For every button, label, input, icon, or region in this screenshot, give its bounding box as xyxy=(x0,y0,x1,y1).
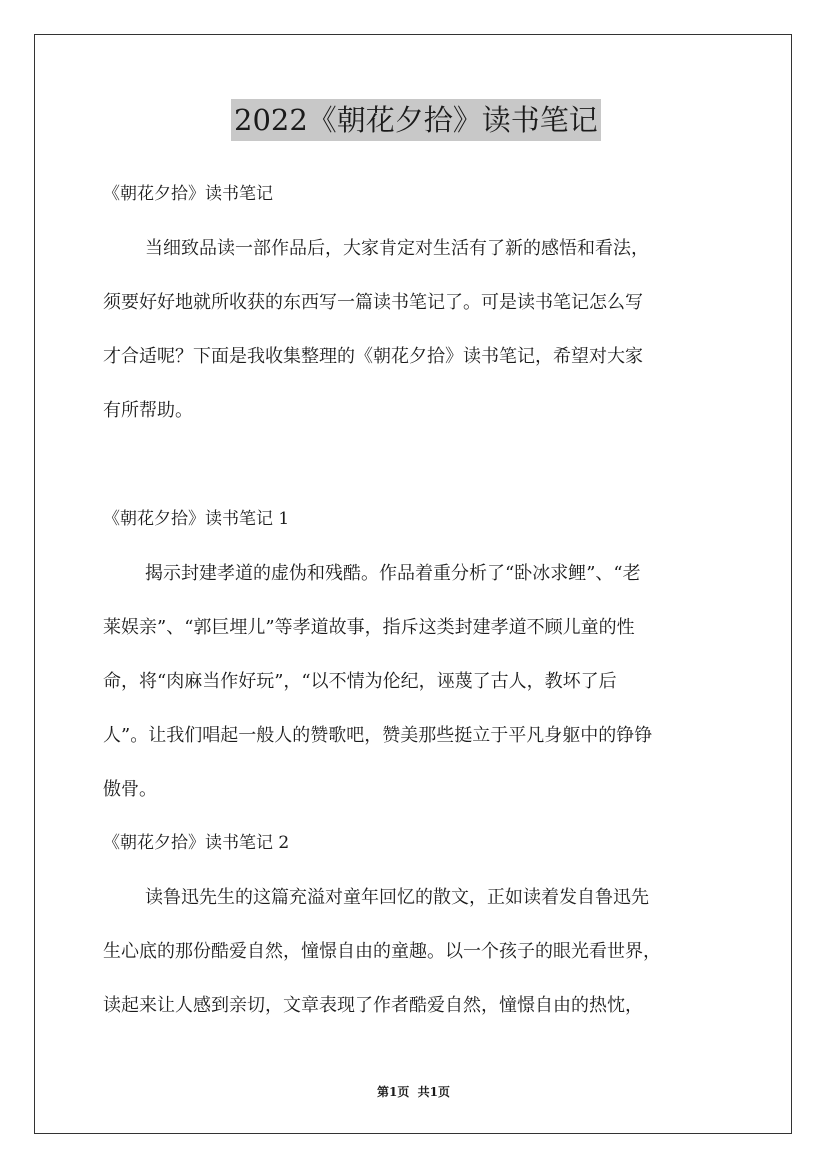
paragraph-line: 莱娱亲”、“郭巨埋儿”等孝道故事，指斥这类封建孝道不顾儿童的性 xyxy=(103,617,635,638)
paragraph-line: 才合适呢？下面是我收集整理的《朝花夕拾》读书笔记，希望对大家 xyxy=(103,346,643,367)
paragraph-line: 人”。让我们唱起一般人的赞歌吧，赞美那些挺立于平凡身躯中的铮铮 xyxy=(103,725,653,746)
document-title: 2022《朝花夕拾》读书笔记 xyxy=(231,99,601,141)
paragraph-line: 揭示封建孝道的虚伪和残酷。作品着重分析了“卧冰求鲤”、“老 xyxy=(145,563,641,584)
paragraph-line: 须要好好地就所收获的东西写一篇读书笔记了。可是读书笔记怎么写 xyxy=(103,292,643,313)
paragraph-line: 生心底的那份酷爱自然，憧憬自由的童趣。以一个孩子的眼光看世界， xyxy=(103,941,661,962)
section1-heading: 《朝花夕拾》读书笔记 1 xyxy=(103,509,290,529)
page-number: 第1页 共1页 xyxy=(376,1085,451,1099)
page-footer xyxy=(0,1085,827,1099)
section2-heading: 《朝花夕拾》读书笔记 2 xyxy=(103,833,290,853)
paragraph-line: 命，将“肉麻当作好玩”，“以不情为伦纪，诬蔑了古人，教坏了后 xyxy=(103,671,617,692)
paragraph-line: 读鲁迅先生的这篇充溢对童年回忆的散文，正如读着发自鲁迅先 xyxy=(145,887,649,908)
paragraph-line: 读起来让人感到亲切，文章表现了作者酷爱自然，憧憬自由的热忱， xyxy=(103,995,643,1016)
paragraph-line: 有所帮助。 xyxy=(103,400,193,421)
paragraph-line: 当细致品读一部作品后，大家肯定对生活有了新的感悟和看法， xyxy=(145,238,649,259)
intro-heading: 《朝花夕拾》读书笔记 xyxy=(103,184,273,204)
paragraph-line: 傲骨。 xyxy=(103,779,157,800)
